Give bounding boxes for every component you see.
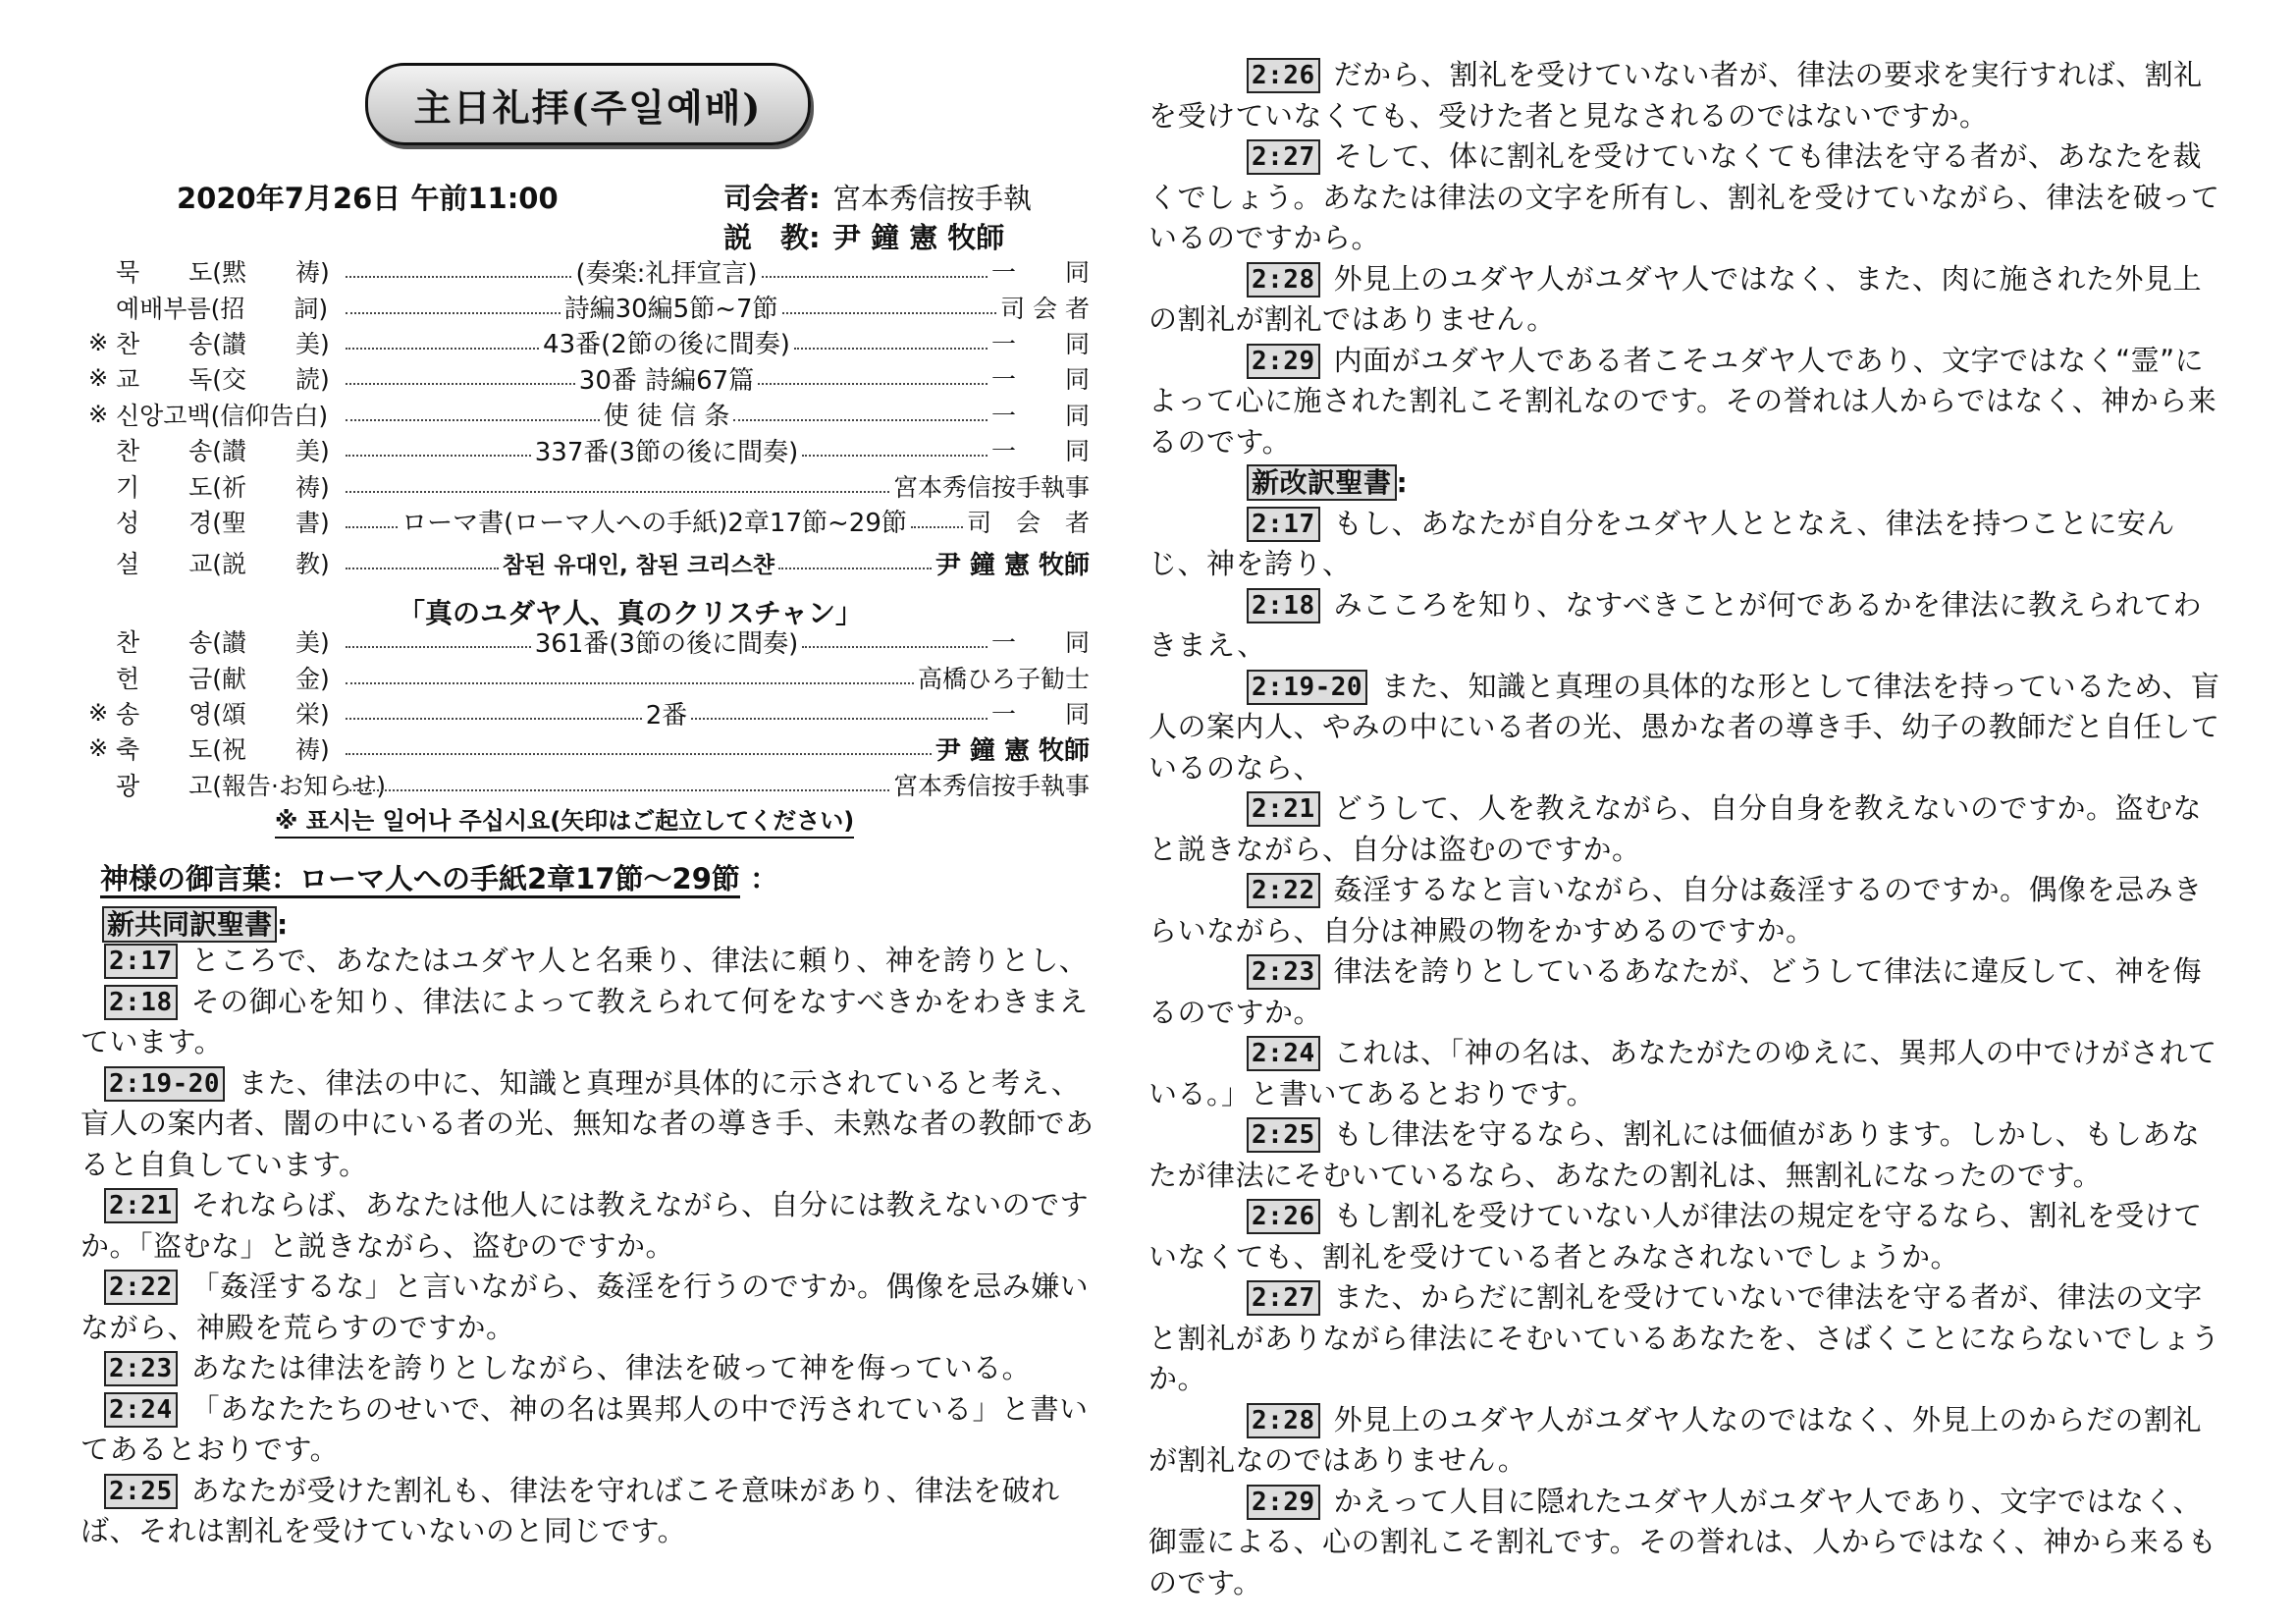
verse — [1148, 788, 2228, 870]
leader-dots — [346, 455, 531, 457]
presider-label: 司会者: — [723, 182, 821, 215]
leader-dots — [802, 646, 988, 648]
verse — [80, 1063, 1101, 1186]
verse — [1148, 341, 2228, 463]
leader-dots — [346, 568, 499, 569]
leader-dots — [346, 753, 932, 755]
verse-text: また、律法の中に、知識と真理が具体的に示されていると考え、盲人の案内者、闇の中にいる者の光、無知な者の導き手、未熟な者の教師であると自負しています。 — [80, 1065, 1095, 1181]
verse — [1148, 667, 2228, 789]
order-row — [88, 253, 1090, 289]
right-verses-a — [1148, 55, 2228, 462]
verse-number: 2:24 — [1247, 1036, 1320, 1071]
order-item-responsible: 宮本秀信按手執事 — [892, 472, 1090, 502]
order-item-name: 축 도(祝 祷) — [116, 735, 330, 765]
verse-text: それならば、あなたは他人には教えながら、自分には教えないのですか。「盗むな」と説きながら、盗むのですか。 — [80, 1188, 1090, 1263]
presider-name: 宮本秀信按手執 — [832, 182, 1033, 215]
right-verses-b — [1148, 504, 2228, 1604]
verse-number: 2:21 — [104, 1188, 178, 1223]
verse-text: 内面がユダヤ人である者こそユダヤ人であり、文字ではなく“霊”によって心に施された割礼こそ割礼なのです。その誉れは人からではなく、神から来るのです。 — [1148, 343, 2217, 459]
left-translation-label — [102, 903, 288, 943]
order-item-responsible: 一 同 — [990, 329, 1090, 358]
verse — [1148, 1482, 2228, 1604]
order-of-worship — [88, 253, 1090, 802]
order-row — [88, 432, 1090, 467]
verse-number: 2:17 — [104, 944, 178, 979]
verse-text: あなたが受けた割礼も、律法を守ればこそ意味があり、律法を破れば、それは割礼を受けていないのと同じです。 — [80, 1473, 1060, 1547]
order-item-content: 2番 — [645, 700, 688, 731]
stand-mark: ※ — [88, 328, 109, 356]
order-item-responsible: 一 同 — [990, 700, 1090, 730]
order-item-content: 361番(3節の後に間奏) — [534, 628, 799, 659]
leader-dots — [758, 383, 988, 385]
right-verses — [1148, 55, 2228, 1603]
leader-dots — [346, 789, 889, 791]
verse-number: 2:23 — [104, 1351, 178, 1386]
scripture-heading-colon: ： — [750, 862, 779, 895]
verse-text: これは、「神の名は、あなたがたのゆえに、異邦人の中でけがされている。」と書いてあるとおりです。 — [1148, 1036, 2217, 1110]
leader-dots — [346, 682, 914, 684]
verse-number: 2:22 — [104, 1270, 178, 1305]
leader-dots — [346, 491, 889, 493]
sermon-subtitle: 「真のユダヤ人、真のクリスチャン」 — [398, 597, 864, 629]
verse-number: 2:26 — [1247, 58, 1320, 93]
leader-dots — [346, 383, 575, 385]
order-item-name: 찬 송(讃 美) — [116, 437, 330, 466]
verse-number: 2:21 — [1247, 791, 1320, 827]
order-row — [88, 467, 1090, 503]
verse — [80, 1471, 1101, 1552]
verse — [80, 1267, 1101, 1348]
verse-text: 「あなたたちのせいで、神の名は異邦人の中で汚されている」と書いてあるとおりです。 — [80, 1391, 1089, 1466]
verse — [1148, 1400, 2228, 1482]
verse-number: 2:25 — [1247, 1117, 1320, 1153]
verse-text: もし律法を守るなら、割礼には価値があります。しかし、もしあなたが律法にそむいているなら、あなたの割礼は、無割礼になったのです。 — [1148, 1117, 2201, 1192]
verse — [1148, 1114, 2228, 1196]
verse — [1148, 136, 2228, 259]
order-row — [88, 660, 1090, 695]
order-item-name: 설 교(説 教) — [116, 550, 330, 579]
verse-text: もし、あなたが自分をユダヤ人ととなえ、律法を持つことに安んじ、神を誇り、 — [1148, 506, 2175, 580]
verse — [80, 941, 1101, 982]
right-translation-colon: : — [1396, 466, 1409, 499]
verse-number: 2:18 — [1247, 588, 1320, 623]
verse — [80, 982, 1101, 1063]
verse-text: どうして、人を教えながら、自分自身を教えないのですか。盗むなと説きながら、自分は盗むのですか。 — [1148, 791, 2203, 866]
order-row — [88, 695, 1090, 731]
order-item-responsible: 一 同 — [991, 437, 1091, 466]
verse-number: 2:19-20 — [104, 1066, 225, 1102]
verse-text: そして、体に割礼を受けていなくても律法を守る者が、あなたを裁くでしょう。あなたは律法の文字を所有し、割礼を受けていながら、律法を破っているのですから。 — [1148, 139, 2220, 254]
stand-mark: ※ — [88, 699, 109, 728]
order-row — [88, 767, 1090, 802]
verse-text: 姦淫するなと言いながら、自分は姦淫するのですか。偶像を忌みきらいながら、自分は神殿の物をかすめるのですか。 — [1148, 873, 2203, 947]
verse-number: 2:28 — [1247, 262, 1320, 298]
left-translation-name: 新共同訳聖書 — [102, 906, 277, 943]
order-item-responsible: 司 会 者 — [966, 508, 1090, 537]
leader-dots — [346, 419, 600, 421]
verse — [1148, 1277, 2228, 1400]
order-item-name: 헌 금(献 金) — [116, 664, 330, 693]
verse-number: 2:26 — [1247, 1199, 1320, 1234]
leader-dots — [782, 312, 997, 314]
verse-text: もし割礼を受けていない人が律法の規定を守るなら、割礼を受けていなくても、割礼を受けている者とみなされないでしょうか。 — [1148, 1199, 2203, 1273]
verse-text: みこころを知り、なすべきことが何であるかを律法に教えられてわきまえ、 — [1148, 587, 2203, 662]
leader-dots — [346, 276, 571, 278]
scripture-heading — [100, 857, 778, 897]
verse — [1148, 951, 2228, 1033]
leader-dots — [778, 568, 932, 569]
order-item-responsible: 一 同 — [991, 365, 1091, 395]
order-row — [88, 325, 1090, 360]
verse-number: 2:27 — [1247, 139, 1320, 175]
order-item-name: 성 경(聖 書) — [116, 508, 330, 537]
verse-text: また、からだに割礼を受けていないで律法を守る者が、律法の文字と割礼がありながら律法にそむいているあなたを、さばくことにならないでしょうか。 — [1148, 1280, 2220, 1395]
order-item-responsible: 宮本秀信按手執事 — [892, 771, 1090, 800]
service-date: 2020年7月26日 午前11:00 — [177, 182, 559, 215]
verse — [1148, 259, 2228, 341]
verse-number: 2:27 — [1247, 1280, 1320, 1316]
preacher-name: 尹 鐘 憲 牧師 — [832, 221, 1005, 254]
leader-dots — [346, 526, 398, 528]
order-item-content: 30番 詩編67篇 — [578, 365, 755, 396]
verse-text: その御心を知り、律法によって教えられて何をなすべきかをわきまえています。 — [80, 984, 1089, 1058]
verse-text: 「姦淫するな」と言いながら、姦淫を行うのですか。偶像を忌み嫌いながら、神殿を荒らすのですか。 — [80, 1270, 1090, 1344]
verse-number: 2:18 — [104, 985, 178, 1020]
order-item-name: 송 영(頌 栄) — [116, 700, 330, 730]
order-item-responsible: 一 同 — [990, 401, 1090, 430]
order-item-name: 예배부름(招 詞) — [116, 294, 329, 323]
order-item-responsible: 司 会 者 — [1000, 294, 1090, 323]
order-item-content: ローマ書(ローマ人への手紙)2章17節~29節 — [401, 509, 907, 539]
verse — [80, 1389, 1101, 1471]
leader-dots — [794, 348, 988, 350]
verse — [1148, 870, 2228, 951]
leader-dots — [733, 419, 988, 421]
order-item-name: 광 고(報告·お知らせ) — [116, 771, 387, 800]
verse — [1148, 1196, 2228, 1277]
order-item-content: 使 徒 信 条 — [603, 402, 730, 432]
verse — [1148, 585, 2228, 667]
verse-text: 外見上のユダヤ人がユダヤ人なのではなく、外見上のからだの割礼が割礼なのではありません。 — [1148, 1402, 2203, 1477]
verse-text: かえって人目に隠れたユダヤ人がユダヤ人であり、文字ではなく、御霊による、心の割礼こそ割礼です。その誉れは、人からではなく、神から来るものです。 — [1148, 1484, 2217, 1599]
stand-mark: ※ — [88, 734, 109, 763]
order-item-content: (奏楽:礼拝宣言) — [575, 258, 758, 289]
leader-dots — [346, 348, 539, 350]
order-item-name: 기 도(祈 祷) — [116, 472, 330, 502]
leader-dots — [802, 455, 988, 457]
order-row — [88, 731, 1090, 766]
order-item-responsible: 一 同 — [991, 628, 1091, 658]
left-page — [0, 0, 1119, 1624]
leader-dots — [911, 526, 963, 528]
order-row — [88, 289, 1090, 324]
order-row — [88, 397, 1090, 432]
order-item-content: 43番(2節の後に間奏) — [543, 330, 790, 360]
verse-text: また、知識と真理の具体的な形として律法を持っているため、盲人の案内人、やみの中にいる者の光、愚かな者の導き手、幼子の教師だと自任しているのなら、 — [1148, 669, 2220, 785]
stand-mark: ※ — [88, 400, 109, 428]
verse-text: 外見上のユダヤ人がユダヤ人ではなく、また、肉に施された外見上の割礼が割礼ではありません。 — [1148, 261, 2203, 336]
leader-dots — [346, 718, 642, 720]
verse-number: 2:29 — [1247, 1485, 1320, 1520]
order-item-content: 詩編30編5節~7節 — [563, 295, 778, 325]
verse-number: 2:25 — [104, 1474, 178, 1509]
stand-mark: ※ — [88, 364, 109, 393]
verse — [1148, 504, 2228, 585]
verse-number: 2:29 — [1247, 344, 1320, 379]
verse-text: 律法を誇りとしているあなたが、どうして律法に違反して、神を侮るのですか。 — [1148, 954, 2203, 1029]
order-item-name: 신앙고백(信仰告白) — [116, 401, 329, 430]
verse-text: だから、割礼を受けていない者が、律法の要求を実行すれば、割礼を受けていなくても、受けた者と見なされるのではないですか。 — [1148, 58, 2203, 133]
page-title: 主日礼拝(주일예배) — [365, 63, 811, 145]
right-translation-name: 新改訳聖書 — [1247, 464, 1397, 501]
verse-text: ところで、あなたはユダヤ人と名乗り、律法に頼り、神を誇りとし、 — [190, 944, 1089, 977]
order-item-name: 찬 송(讃 美) — [116, 329, 330, 358]
leader-dots — [346, 646, 531, 648]
order-item-responsible: 尹 鐘 憲 牧師 — [934, 550, 1091, 580]
verse-number: 2:19-20 — [1247, 670, 1367, 705]
order-item-name: 묵 도(黙 祷) — [116, 258, 330, 288]
order-item-content: 참된 유대인, 참된 크리스챤 — [502, 552, 775, 578]
leader-dots — [346, 312, 561, 314]
order-item-name: 교 독(交 読) — [116, 365, 330, 395]
verse-number: 2:17 — [1247, 507, 1320, 542]
order-item-content: 337番(3節の後に間奏) — [534, 437, 799, 467]
order-row — [88, 504, 1090, 539]
leader-dots — [691, 718, 988, 720]
left-translation-colon: : — [277, 908, 289, 941]
order-item-responsible: 高橋ひろ子勧士 — [917, 664, 1090, 693]
verse-number: 2:23 — [1247, 954, 1320, 990]
verse — [1148, 1033, 2228, 1114]
verse — [80, 1348, 1101, 1389]
verse — [1148, 55, 2228, 136]
right-page — [1148, 0, 2296, 1624]
order-item-responsible: 一 同 — [991, 258, 1091, 288]
stand-note: ※ 표시는 일어나 주십시요(矢印はご起立してください) — [275, 801, 854, 839]
verse-number: 2:24 — [104, 1392, 178, 1428]
order-row — [88, 360, 1090, 396]
right-translation-label — [1247, 462, 2296, 504]
verse — [80, 1185, 1101, 1267]
left-verses — [80, 941, 1101, 1552]
sermon-label: 説 教: — [723, 221, 821, 254]
leader-dots — [762, 276, 988, 278]
verse-number: 2:28 — [1247, 1403, 1320, 1438]
order-item-name: 찬 송(讃 美) — [116, 628, 330, 658]
scripture-heading-text: 神様の御言葉：ローマ人への手紙2章17節～29節 — [100, 862, 740, 898]
order-item-responsible: 尹 鐘 憲 牧師 — [934, 736, 1090, 766]
verse-number: 2:22 — [1247, 873, 1320, 908]
verse-text: あなたは律法を誇りとしながら、律法を破って神を侮っている。 — [190, 1351, 1032, 1384]
order-row — [88, 539, 1090, 586]
